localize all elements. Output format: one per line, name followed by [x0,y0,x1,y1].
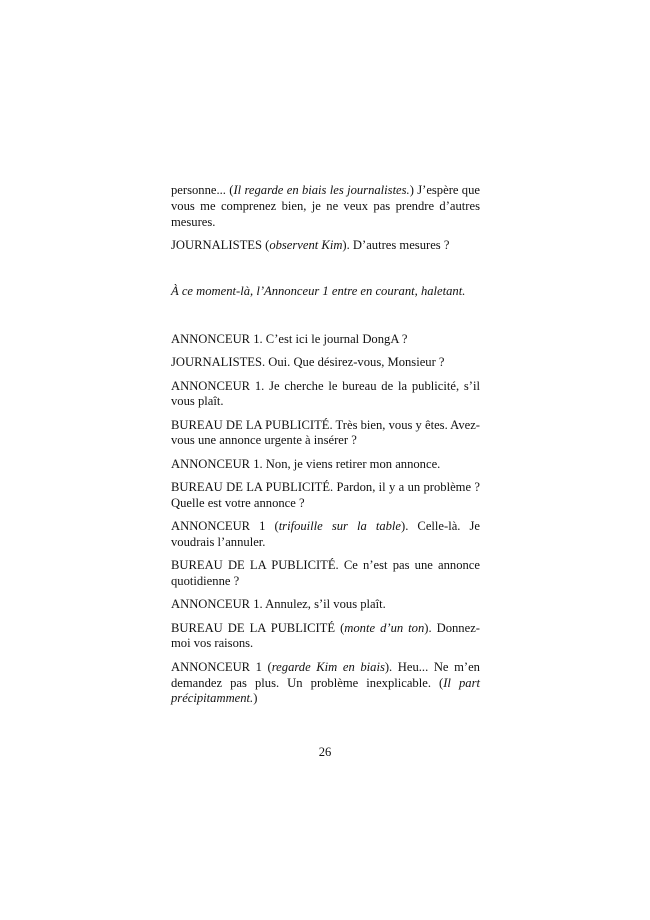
dialogue-text: JOURNALISTES. Oui. Que désirez-vous, Monsieur ? [171,355,445,370]
spacer [171,261,480,284]
dialogue-text: ANNONCEUR 1 ( [171,519,279,534]
paragraph [171,597,480,613]
paragraph [171,418,480,450]
dialogue-text: personne... ( [171,183,234,197]
dialogue-text: ). Celle-là. Je voudrais l’annuler. [171,519,480,549]
dialogue-text: ) J’espère que vous me comprenez bien, je ne veux pas prendre d’autres mesures. [171,183,480,229]
paragraph [171,519,480,551]
paragraph [171,355,480,371]
stage-note: trifouille sur la table [278,519,402,534]
dialogue-text: ANNONCEUR 1. C’est ici le journal DongA ? [171,331,408,346]
paragraph [171,183,480,230]
paragraph [171,238,480,254]
paragraph [171,480,480,512]
spacer [171,300,480,332]
stage-note: Il part précipitamment. [171,675,480,706]
stage-note: Il regarde en biais les journalistes. [233,183,410,197]
dialogue-text: BUREAU DE LA PUBLICITÉ. Pardon, il y a un problème ? Quelle est votre annonce ? [171,480,480,510]
stage-note: observent Kim [269,237,343,252]
dialogue-text: JOURNALISTES ( [171,237,270,252]
dialogue-text: BUREAU DE LA PUBLICITÉ ( [171,620,345,635]
dialogue-text: BUREAU DE LA PUBLICITÉ. Ce n’est pas une annonce quotidienne ? [171,558,480,589]
dialogue-text: ) [253,691,258,706]
dialogue-text: BUREAU DE LA PUBLICITÉ. Très bien, vous y êtes. Avez-vous une annonce urgente à insérer ? [171,417,480,448]
paragraph [171,457,480,473]
dialogue-text: ANNONCEUR 1 ( [171,659,272,674]
dialogue-text: ). D’autres mesures ? [342,237,450,252]
paragraph [171,379,480,411]
page-number: 26 [318,745,332,759]
dialogue-text: ANNONCEUR 1. Non, je viens retirer mon annonce. [171,456,441,471]
dialogue-text: ANNONCEUR 1. Je cherche le bureau de la publicité, s’il vous plaît. [171,378,480,409]
page-body [171,183,480,715]
dialogue-text: ). Heu... Ne m’en demandez pas plus. Un problème inexplicable. ( [171,659,480,690]
stage-note: regarde Kim en biais [271,659,385,674]
stage-note: monte d’un ton [344,620,425,635]
paragraph [171,332,480,348]
paragraph [171,621,480,653]
paragraph [171,660,480,707]
paragraph [171,558,480,590]
stage-direction: À ce moment-là, l’Annonceur 1 entre en courant, haletant. [171,284,466,299]
dialogue-text: ANNONCEUR 1. Annulez, s’il vous plaît. [171,597,386,612]
dialogue-text: ). Donnez-moi vos raisons. [171,620,480,651]
